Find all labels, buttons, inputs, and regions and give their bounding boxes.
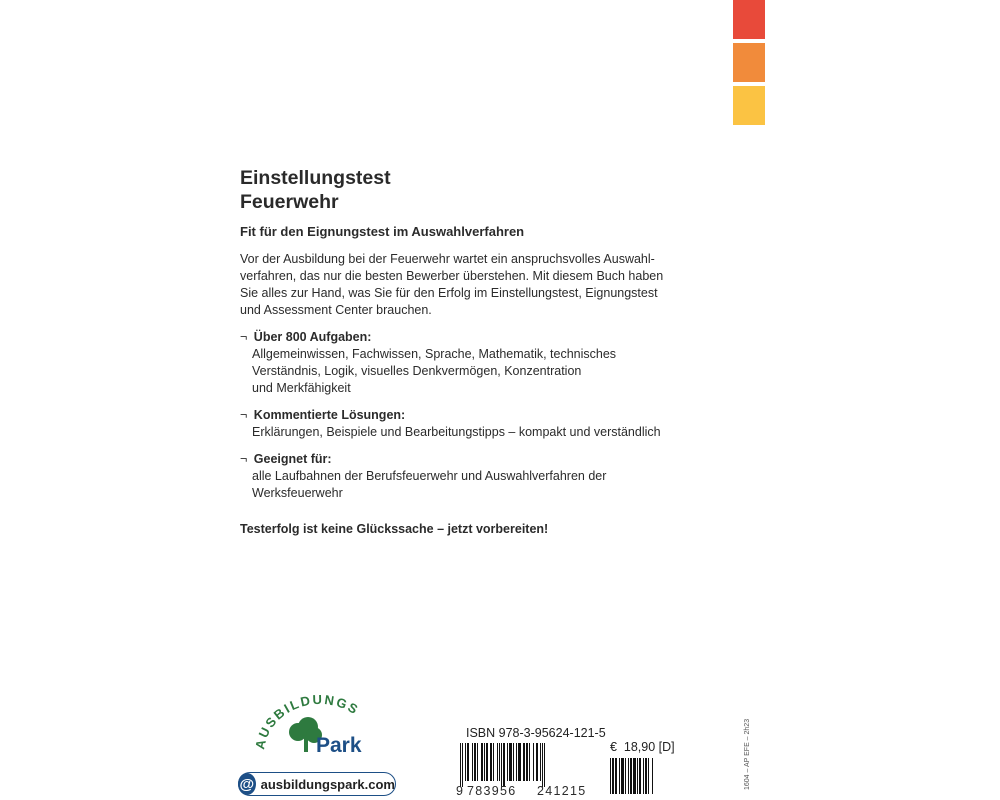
back-cover-text (240, 166, 670, 536)
barcode-bar (529, 743, 530, 781)
price-addon-barcode (610, 758, 666, 800)
barcode-bar (523, 743, 525, 781)
barcode-bar (630, 758, 632, 794)
ean-barcode (460, 743, 608, 787)
barcode-bar (637, 758, 638, 794)
barcode-bar (652, 758, 653, 794)
website-url: ausbildungspark.com (260, 776, 395, 792)
barcode-bar (477, 743, 478, 781)
barcode-bar (467, 743, 469, 781)
barcode-bar (518, 743, 521, 781)
bullet-icon: ¬ (240, 330, 248, 344)
barcode-bar (615, 758, 617, 794)
barcode-bar (542, 743, 543, 787)
barcode-bar (628, 758, 629, 794)
feature-heading: Geeignet für: (253, 452, 332, 466)
feature-line: alle Laufbahnen der Berufsfeuerwehr und Auswahlverfahren der (252, 469, 607, 483)
barcode-bar (486, 743, 488, 781)
barcode-bar (540, 743, 541, 781)
barcode-bar (503, 743, 505, 787)
barcode-bar (472, 743, 473, 781)
barcode-bar (610, 758, 611, 794)
barcode-bar (474, 743, 476, 781)
feature-line: Allgemeinwissen, Fachwissen, Sprache, Mathematik, technisches (252, 347, 617, 361)
barcode-bar (633, 758, 636, 794)
intro-line: und Assessment Center brauchen. (240, 303, 432, 317)
barcode-bar (509, 743, 512, 781)
feature-heading: Über 800 Aufgaben: (253, 330, 372, 344)
feature-body (240, 468, 670, 502)
barcode-bar (513, 743, 514, 781)
bullet-icon: ¬ (240, 408, 248, 422)
feature-suitable (240, 451, 670, 502)
color-tabs (733, 0, 765, 129)
barcode-bar (499, 743, 500, 781)
side-code: 1604 – AP EFE – 2h23 (744, 718, 751, 790)
logo-word: Park (316, 734, 362, 757)
feature-tasks (240, 329, 670, 397)
barcode-bar (462, 743, 463, 787)
feature-line: Werksfeuerwehr (252, 486, 343, 500)
feature-line: und Merkfähigkeit (252, 381, 351, 395)
feature-line: Verständnis, Logik, visuelles Denkvermögen, Konzentration (252, 364, 582, 378)
website-link[interactable] (238, 772, 396, 796)
at-icon: @ (238, 773, 256, 795)
feature-body (240, 346, 670, 397)
barcode-bar (544, 743, 545, 787)
intro-line: Vor der Ausbildung bei der Feuerwehr wartet ein anspruchsvolles Auswahl- (240, 252, 655, 266)
color-tab-red (733, 0, 765, 39)
price-label: € 18,90 [D] (610, 740, 675, 754)
book-title (240, 166, 670, 214)
ean-digits-left: 783956 (467, 784, 517, 798)
barcode-bar (465, 743, 466, 781)
bullet-icon: ¬ (240, 452, 248, 466)
barcode-bar (484, 743, 485, 781)
ean-digits-right: 241215 (537, 784, 587, 798)
barcode-bar (625, 758, 626, 794)
barcode-bar (536, 743, 538, 781)
barcode-bar (643, 758, 644, 794)
feature-solutions (240, 407, 670, 441)
barcode-bar (648, 758, 649, 794)
slogan: Testerfolg ist keine Glückssache – jetzt vorbereiten! (240, 522, 549, 536)
barcode-bar (516, 743, 517, 781)
intro-line: Sie alles zur Hand, was Sie für den Erfolg im Einstellungstest, Eignungstest (240, 286, 658, 300)
barcode-bar (460, 743, 461, 787)
isbn-number: ISBN 978-3-95624-121-5 (466, 726, 606, 740)
barcode-bar (612, 758, 614, 794)
barcode-bar (645, 758, 647, 794)
book-subtitle: Fit für den Eignungstest im Auswahlverfahren (240, 224, 525, 239)
barcode-block (452, 726, 712, 800)
feature-body (240, 424, 670, 441)
barcode-bar (533, 743, 534, 781)
barcode-bar (621, 758, 624, 794)
barcode-bar (639, 758, 641, 794)
intro-line: verfahren, das nur die besten Bewerber überstehen. Mit diesem Buch haben (240, 269, 664, 283)
barcode-bar (490, 743, 492, 781)
ean-digit-first: 9 (456, 784, 463, 798)
logo-arc-text: AUSBILDUNGS (252, 692, 363, 751)
barcode-bar (507, 743, 508, 781)
barcode-bar (493, 743, 494, 781)
color-tab-yellow (733, 86, 765, 125)
barcode-bar (481, 743, 483, 781)
color-tab-orange (733, 43, 765, 82)
feature-line: Erklärungen, Beispiele und Bearbeitungstipps – kompakt und verständlich (252, 425, 661, 439)
barcode-bar (619, 758, 620, 794)
book-title-line1: Einstellungstest (240, 167, 391, 189)
ausbildungspark-logo (252, 692, 382, 762)
barcode-bar (501, 743, 502, 787)
feature-heading: Kommentierte Lösungen: (253, 408, 406, 422)
intro-paragraph (240, 251, 670, 319)
barcode-bar (526, 743, 528, 781)
barcode-bar (497, 743, 498, 781)
book-title-line2: Feuerwehr (240, 191, 339, 213)
